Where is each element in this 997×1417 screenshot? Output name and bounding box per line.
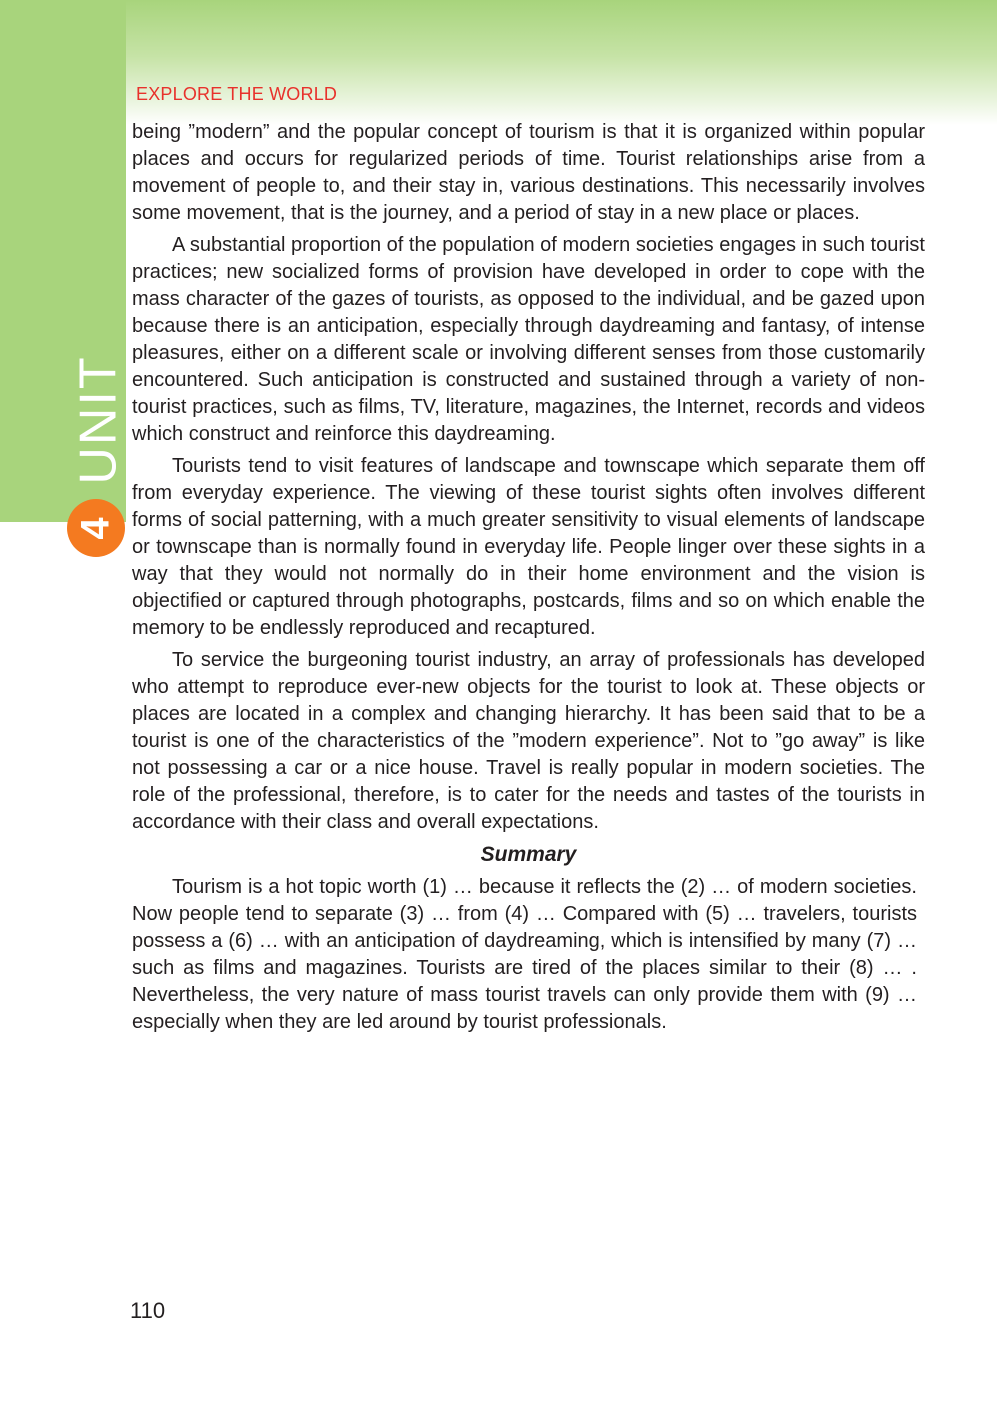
section-title: EXPLORE THE WORLD <box>136 84 338 104</box>
paragraph: A substantial proportion of the population of modern societies engages in such tourist practices; new socialized forms of provision have developed in order to cope with the mass character of the gazes of tourists, as opposed to the individual, and be gazed upon because there is an anticipation, especially through daydreaming and fantasy, of intense pleasures, either on a different scale or involving different senses from those customarily encountered. Such anticipation is constructed and sustained through a variety of non-tourist practices, such as films, TV, literature, magazines, the Internet, records and videos which construct and reinforce this daydreaming. <box>132 234 925 445</box>
unit-label-text: UNIT <box>70 355 129 485</box>
unit-label <box>70 340 129 500</box>
main-text <box>132 119 925 1041</box>
summary-heading: Summary <box>480 843 577 866</box>
paragraph: being ”modern” and the popular concept of tourism is that it is organized within popular places and occurs for regularized periods of time. Tourist relationships arise from a movement of people to, and their stay in, various destinations. This necessarily involves some movement, that is the journey, and a period of stay in a new place or places. <box>132 121 925 224</box>
unit-number: 4 <box>73 516 118 540</box>
header-band <box>0 0 997 125</box>
paragraph: Tourists tend to visit features of landscape and townscape which separate them off from everyday experience. The viewing of these tourist sights often involves different forms of social patterning, with a much greater sensitivity to visual elements of landscape or townscape than is normally found in everyday life. People linger over these sights in a way that they would not normally do in their home environment and the vision is objectified or captured through photographs, postcards, films and so on which enable the memory to be endlessly reproduced and recaptured. <box>132 455 925 639</box>
page-number: 110 <box>130 1298 166 1323</box>
unit-number-badge <box>67 499 125 557</box>
summary-text: Tourism is a hot topic worth (1) … because it reflects the (2) … of modern societies. Now people tend to separate (3) … from (4) … Compared with (5) … travelers, tourists possess a (6) … with an anticipation of daydreaming, which is intensified by many (7) … such as films and magazines. Tourists are tired of the places similar to their (8) … . Nevertheless, the very nature of mass tourist travels can only provide them with (9) … especially when they are led around by tourist professionals. <box>132 876 917 1033</box>
paragraph: To service the burgeoning tourist industry, an array of professionals has developed who attempt to reproduce ever-new objects for the tourist to look at. These objects or places are located in a complex and changing hierarchy. It has been said that to be a tourist is one of the characteristics of the ”modern experience”. Not to ”go away” is like not possessing a car or a nice house. Travel is really popular in modern societies. The role of the professional, therefore, is to cater for the needs and tastes of the tourists in accordance with their class and overall expectations. <box>132 649 925 833</box>
